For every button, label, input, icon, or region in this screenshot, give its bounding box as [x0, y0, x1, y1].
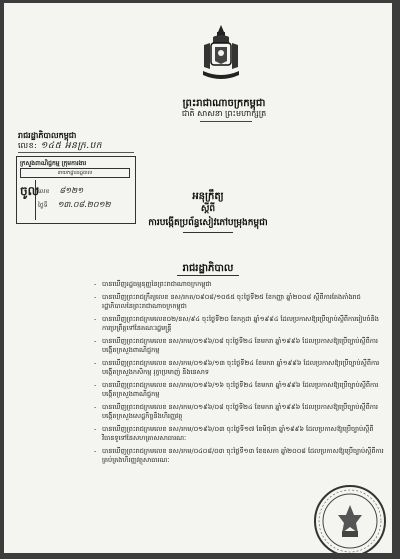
preamble-clause-list	[94, 280, 384, 469]
royal-coat-of-arms-emblem	[201, 23, 241, 83]
stamp-number-label: លេខ	[38, 188, 50, 195]
reference-value: ១៤៥ អនក្រ.បក	[40, 141, 103, 151]
stamp-subtitle: នាយកដ្ឋានរដ្ឋបាល	[20, 168, 130, 178]
document-subject: ការបង្កើតប្រព័ន្ធសៀវភៅបម្រុងកម្ពុជា	[148, 218, 268, 228]
subject-divider	[183, 232, 233, 233]
issuing-authority: រាជរដ្ឋាភិបាលកម្ពុជា	[18, 131, 77, 140]
preamble-clause: - បានឃើញព្រះរាជក្រមលេខ នស/រកម/០១៩៦/០៨ ចុះថ្ងៃទី២៤ ខែមករា ឆ្នាំ១៩៩៦ ដែលប្រកាសឱ្យប្រើច្បាប់ស្តីពីការបង្កើតក្រសួងពាណិជ្ជកម្ម	[94, 337, 384, 355]
section-divider	[177, 275, 239, 276]
reference-divider	[18, 152, 134, 153]
preamble-clause: - បានឃើញព្រះរាជក្រមលេខ០២/នស/៩៤ ចុះថ្ងៃទី២០ ខែកក្កដា ឆ្នាំ១៩៩៤ ដែលប្រកាសឱ្យប្រើច្បាប់ស្តីពីការរៀបចំនិងការប្រព្រឹត្តទៅនៃគណៈរដ្ឋមន្ត្រី	[94, 315, 384, 333]
preamble-clause: - បានឃើញព្រះរាជក្រមលេខ នស/រកម/០១៩៦/១៣ ចុះថ្ងៃទី២៤ ខែមករា ឆ្នាំ១៩៩៦ ដែលប្រកាសឱ្យប្រើច្បាប់ស្តីពីការបង្កើតក្រសួងកសិកម្ម រុក្ខាប្រមាញ់ និងនេសាទ	[94, 359, 384, 377]
document-type: អនុក្រឹត្យ	[192, 191, 224, 202]
reference-label: លេខ:	[18, 141, 38, 150]
kingdom-heading: ព្រះរាជាណាចក្រកម្ពុជា	[182, 98, 266, 109]
preamble-clause: - បានឃើញព្រះរាជក្រឹត្យលេខ នស/រកត/០៩០៨/១០៥៥ ចុះថ្ងៃទី២៥ ខែកញ្ញា ឆ្នាំ២០០៨ ស្តីពីការតែងតាំងរាជរដ្ឋាភិបាលនៃព្រះរាជាណាចក្រកម្ពុជា	[94, 293, 384, 311]
document-page	[4, 3, 392, 553]
preamble-clause: - បានឃើញព្រះរាជក្រមលេខ នស/រកម/០១៩៦/០៨ ចុះថ្ងៃទី២៤ ខែមករា ឆ្នាំ១៩៩៦ ដែលប្រកាសឱ្យប្រើច្បាប់ស្តីពីការបង្កើតក្រសួងសេដ្ឋកិច្ចនិងហិរញ្ញវត្ថុ	[94, 403, 384, 421]
preamble-clause: - បានឃើញព្រះរាជក្រមលេខ នស/រកម/០១៩៦/០៣ ចុះថ្ងៃទី១៧ ខែមិថុនា ឆ្នាំ១៩៩៦ ដែលប្រកាសឱ្យប្រើច្បាប់ស្តីពីវិធានទូទៅនៃសហគ្រាសសាធារណៈ	[94, 425, 384, 443]
stamp-date-value: ១៣.០៨.២០១២	[57, 200, 111, 209]
document-about: ស្តីពី	[200, 204, 216, 214]
section-heading: រាជរដ្ឋាភិបាល	[182, 263, 234, 274]
official-seal-stamp	[312, 483, 388, 553]
preamble-clause: - បានឃើញព្រះរាជក្រមលេខ នស/រកម/០១៩៦/១៦ ចុះថ្ងៃទី២៤ ខែមករា ឆ្នាំ១៩៩៦ ដែលប្រកាសឱ្យប្រើច្បាប់ស្តីពីការបង្កើតក្រសួងពាណិជ្ជកម្ម	[94, 381, 384, 399]
stamp-number-value: ៨១២១	[59, 186, 84, 195]
preamble-clause: - បានឃើញរដ្ឋធម្មនុញ្ញនៃព្រះរាជាណាចក្រកម្ពុជា	[94, 280, 384, 289]
stamp-received-label: ចូល	[20, 184, 40, 198]
motto-divider	[200, 121, 252, 122]
stamp-date-label: ថ្ងៃទី	[38, 202, 48, 209]
stamp-title: ក្រសួងពាណិជ្ជកម្ម ក្រុមការងារ	[20, 160, 87, 167]
national-motto: ជាតិ សាសនា ព្រះមហាក្សត្រ	[181, 109, 267, 118]
preamble-clause: - បានឃើញព្រះរាជក្រមលេខ នស/រកម/០៤០៨/០៣ ចុះថ្ងៃទី១៣ ខែឧសភា ឆ្នាំ២០០៨ ដែលប្រកាសឱ្យប្រើច្បាប់ស្តីពីការគ្រប់គ្រងហិរញ្ញវត្ថុសាធារណៈ	[94, 447, 384, 465]
